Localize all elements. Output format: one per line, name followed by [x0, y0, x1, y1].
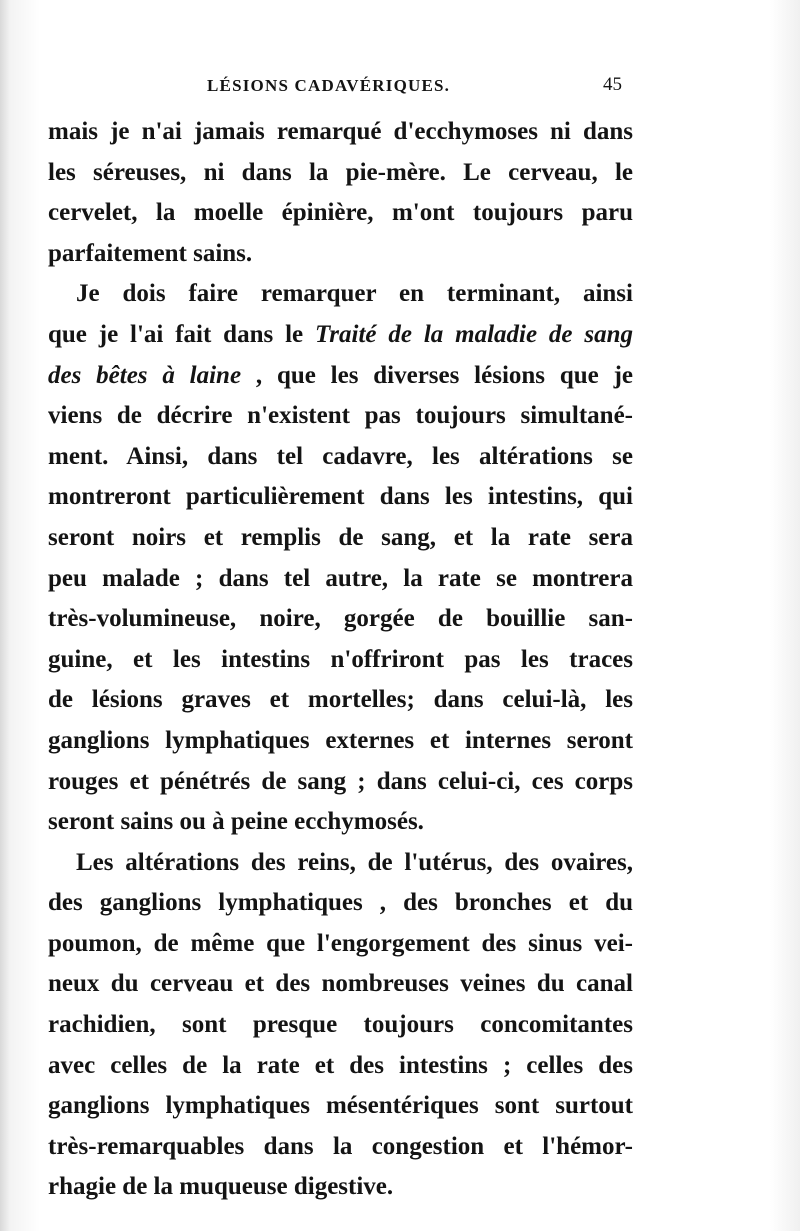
italic-book-title-continued: des bêtes à laine: [48, 361, 242, 389]
italic-book-title: Traité de la maladie de sang: [314, 320, 634, 348]
text-line: montreront particulièrement dans les intestins, qui: [48, 483, 633, 511]
text-line: rachidien, sont presque toujours concomitantes: [48, 1011, 633, 1039]
text-line: de lésions graves et mortelles; dans celui-là, les: [48, 686, 633, 714]
text-line: neux du cerveau et des nombreuses veines du canal: [48, 970, 633, 998]
text-line: Je dois faire remarquer en terminant, ainsi: [76, 280, 633, 308]
text-line: ganglions lymphatiques externes et internes seront: [48, 726, 633, 754]
text-line: parfaitement sains.: [48, 239, 253, 267]
text-line: guine, et les intestins n'offriront pas les traces: [48, 645, 633, 673]
paragraph-1: [48, 112, 633, 274]
text-line: ment. Ainsi, dans tel cadavre, les altérations se: [48, 442, 633, 470]
page-number: 45: [603, 74, 622, 95]
text-line: des ganglions lymphatiques , des bronches et du: [48, 889, 633, 917]
paragraph-2: [48, 274, 633, 842]
text-line: avec celles de la rate et des intestins ; celles des: [48, 1051, 633, 1079]
paragraph-3: [48, 843, 633, 1208]
text-line: seront noirs et remplis de sang, et la rate sera: [48, 523, 633, 551]
text-line: rouges et pénétrés de sang ; dans celui-ci, ces corps: [48, 767, 633, 795]
body-text: [48, 112, 633, 1208]
running-head: [0, 72, 800, 102]
text-line: rhagie de la muqueuse digestive.: [48, 1173, 394, 1201]
text-line: Les altérations des reins, de l'utérus, des ovaires,: [76, 848, 633, 876]
text-line: les séreuses, ni dans la pie-mère. Le cerveau, le: [48, 158, 633, 186]
text-line: mais je n'ai jamais remarqué d'ecchymoses ni dans: [48, 118, 633, 145]
text-line: cervelet, la moelle épinière, m'ont toujours paru: [48, 199, 633, 227]
text-line: ganglions lymphatiques mésentériques sont surtout: [48, 1092, 633, 1120]
text-line: très-volumineuse, noire, gorgée de bouillie san-: [48, 605, 633, 633]
text-line: seront sains ou à peine ecchymosés.: [48, 808, 424, 836]
text-line-with-title: [48, 315, 633, 356]
text-line: viens de décrire n'existent pas toujours simultané-: [48, 402, 633, 430]
text-line: des bêtes à laine , que les diverses lésions que je: [48, 361, 633, 389]
text-line: poumon, de même que l'engorgement des sinus vei-: [48, 929, 633, 957]
running-head-title: LÉSIONS CADAVÉRIQUES.: [207, 76, 451, 95]
text-line: très-remarquables dans la congestion et l'hémor-: [48, 1132, 633, 1160]
text-line: peu malade ; dans tel autre, la rate se montrera: [48, 564, 633, 592]
text-fragment: que je l'ai fait dans le: [48, 320, 304, 348]
